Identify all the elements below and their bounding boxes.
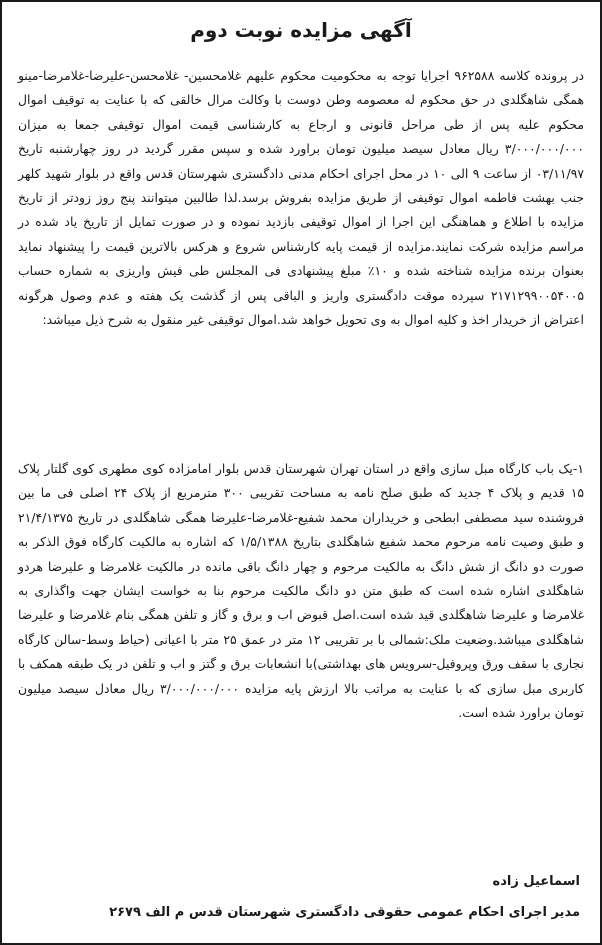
property-item-1: ۱-یک باب کارگاه مبل سازی واقع در استان تهران شهرستان قدس بلوار امامزاده کوی مطهری کوی گلتار پلاک ۱۵ قدیم و پلاک ۴ جدید که طبق صلح نامه به مساحت تقریبی ۳۰۰ مترمربع از پلاک ۲۴ اصلی فی ما بین فروشنده سید مصطفی ابطحی و خریداران محمد شفیع-غلامرضا-علیرضا همگی شاهگلدی در تاریخ ۲۱/۴/۱۳۷۵ و طبق وصیت نامه مرحوم محمد شفیع شاهگلدی بتاریخ ۱/۵/۱۳۸۸ که اشاره به مالکیت کارگاه فوق الذکر به صورت دو دانگ از شش دانگ به مالکیت مرحوم و چهار دانگ باقی مانده در مالکیت غلامرضا و علیرضا هردو شاهگلدی اشاره شده است که طبق متن دو دانگ مالکیت مرحوم بنا به خواست ایشان جهت واگذاری به غلامرضا و علیرضا شاهگلدی قید شده است.اصل قبوض اب و برق و گاز و تلفن همگی بنام غلامرضا و علیرضا شاهگلدی میباشد.وضعیت ملک:شمالی با بر تقریبی ۱۲ متر در عمق ۲۵ متر با اعیانی (حیاط وسط-سالن کارگاه نجاری با سقف ورق وپروفیل-سرویس های بهداشتی)با انشعابات برق و گتز و اب و تلفن در یک طبقه همکف با کاربری مبل سازی که با عنایت به مراتب بالا ارزش پایه مزایده ۳/۰۰۰/۰۰۰/۰۰۰ ریال معادل سیصد میلیون تومان براورد شده است. — [18, 461, 585, 721]
notice-title: آگهی مزایده نوبت دوم — [190, 18, 412, 42]
notice-body: در پرونده کلاسه ۹۶۲۵۸۸ اجرایا توجه به محکومیت محکوم علیهم غلامحسین- غلامحسن-علیرضا-غلامرضا-مینو همگی شاهگلدی در حق محکوم له معصومه وطن دوست با وکالت مرال خالقی که با عنایت به توقیف اموال محکوم علیه پس از طی مراحل قانونی و ارجاع به کارشناسی قیمت اموال توقیفی جمعا به میزان ۳/۰۰۰/۰۰۰/۰۰۰ ریال معادل سیصد میلیون تومان براورد شده و سپس مقرر گردید در روز چهارشنبه تاریخ ۰۳/۱۱/۹۷ از ساعت ۹ الی ۱۰ در محل اجرای احکام مدنی دادگستری شهرستان قدس واقع در بلوار شهید کلهر جنب بهشت فاطمه اموال توقیفی از طریق مزایده بفروش برسد.لذا طالبین میتوانند پنج روز زودتر از تاریخ مزایده با اطلاع و هماهنگی این اجرا از اموال توقیفی بازدید نموده و در صورت تمایل از تاریخ یاد شده در مراسم مزایده شرکت نمایند.مزایده از قیمت پایه کارشناس شروع و هرکس بالاترین قیمت را پیشنهاد نماید بعنوان برنده مزایده شناخته شده و ۱۰٪ مبلغ پیشنهادی فی المجلس طی فیش واریزی به شماره حساب ۲۱۷۱۲۹۹۰۰۵۴۰۰۵ سپرده موقت دادگستری واریز و الباقی پس از گذشت یک هفته و عدم وصول هرگونه اعتراض از خریدار اخذ و کلیه اموال به وی تحویل خواهد شد.اموال توقیفی غیر منقول به شرح ذیل میباشد: — [18, 68, 584, 328]
signer-title: مدیر اجرای احکام عمومی حقوقی دادگستری شهرستان قدس م الف ۲۶۷۹ — [109, 905, 580, 920]
signer-name: اسماعیل زاده — [492, 874, 580, 889]
